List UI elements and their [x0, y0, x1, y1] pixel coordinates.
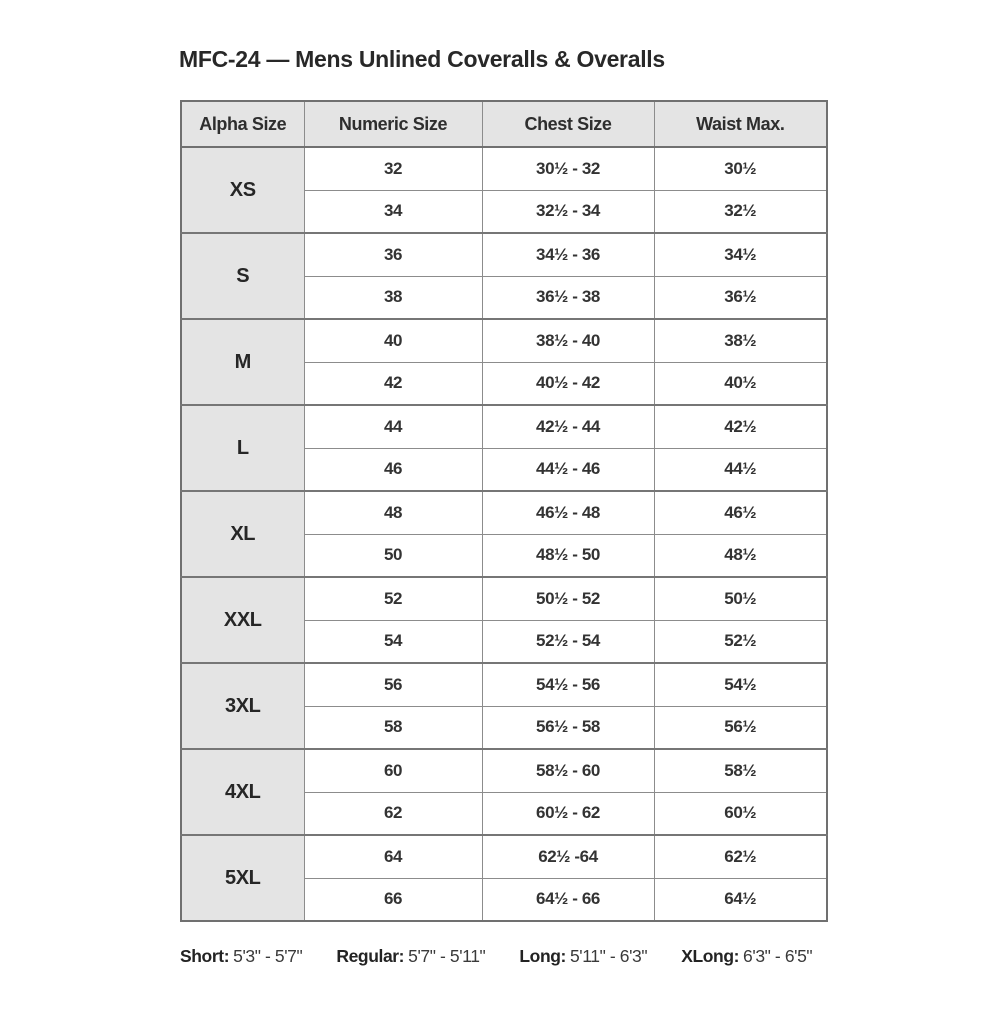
header-numeric-size: Numeric Size: [304, 101, 482, 147]
chest-size-cell: 52½ - 54: [482, 620, 654, 663]
height-legend-item: [519, 946, 647, 967]
chest-size-cell: 60½ - 62: [482, 792, 654, 835]
chest-size-cell: 50½ - 52: [482, 577, 654, 620]
waist-max-cell: 30½: [654, 147, 827, 190]
numeric-size-cell: 44: [304, 405, 482, 448]
alpha-size-cell: XXL: [181, 577, 304, 663]
waist-max-cell: 40½: [654, 362, 827, 405]
size-table-body: [181, 147, 827, 921]
waist-max-cell: 44½: [654, 448, 827, 491]
waist-max-cell: 56½: [654, 706, 827, 749]
numeric-size-cell: 48: [304, 491, 482, 534]
waist-max-cell: 34½: [654, 233, 827, 276]
waist-max-cell: 58½: [654, 749, 827, 792]
height-legend-label: Short:: [180, 946, 230, 966]
waist-max-cell: 36½: [654, 276, 827, 319]
table-row: [181, 491, 827, 534]
alpha-size-cell: XS: [181, 147, 304, 233]
alpha-size-cell: 3XL: [181, 663, 304, 749]
height-legend: [180, 946, 812, 967]
table-row: [181, 147, 827, 190]
waist-max-cell: 60½: [654, 792, 827, 835]
numeric-size-cell: 32: [304, 147, 482, 190]
numeric-size-cell: 34: [304, 190, 482, 233]
chest-size-cell: 32½ - 34: [482, 190, 654, 233]
numeric-size-cell: 62: [304, 792, 482, 835]
alpha-size-cell: S: [181, 233, 304, 319]
waist-max-cell: 52½: [654, 620, 827, 663]
waist-max-cell: 54½: [654, 663, 827, 706]
numeric-size-cell: 56: [304, 663, 482, 706]
numeric-size-cell: 60: [304, 749, 482, 792]
chest-size-cell: 44½ - 46: [482, 448, 654, 491]
chest-size-cell: 64½ - 66: [482, 878, 654, 921]
table-row: [181, 233, 827, 276]
waist-max-cell: 32½: [654, 190, 827, 233]
height-legend-item: [180, 946, 302, 967]
chest-size-cell: 40½ - 42: [482, 362, 654, 405]
chest-size-cell: 48½ - 50: [482, 534, 654, 577]
numeric-size-cell: 42: [304, 362, 482, 405]
waist-max-cell: 64½: [654, 878, 827, 921]
table-row: [181, 835, 827, 878]
chest-size-cell: 54½ - 56: [482, 663, 654, 706]
numeric-size-cell: 50: [304, 534, 482, 577]
height-legend-value: 6'3" - 6'5": [743, 946, 813, 966]
numeric-size-cell: 64: [304, 835, 482, 878]
size-table-header: [181, 101, 827, 147]
alpha-size-cell: 4XL: [181, 749, 304, 835]
height-legend-label: XLong:: [681, 946, 740, 966]
waist-max-cell: 46½: [654, 491, 827, 534]
header-row: [181, 101, 827, 147]
size-table: [180, 100, 828, 922]
alpha-size-cell: L: [181, 405, 304, 491]
chest-size-cell: 56½ - 58: [482, 706, 654, 749]
height-legend-label: Regular:: [336, 946, 405, 966]
alpha-size-cell: M: [181, 319, 304, 405]
chest-size-cell: 62½ -64: [482, 835, 654, 878]
chest-size-cell: 36½ - 38: [482, 276, 654, 319]
numeric-size-cell: 36: [304, 233, 482, 276]
numeric-size-cell: 58: [304, 706, 482, 749]
waist-max-cell: 42½: [654, 405, 827, 448]
page-title: MFC-24 — Mens Unlined Coveralls & Overalls: [179, 46, 665, 72]
alpha-size-cell: 5XL: [181, 835, 304, 921]
chest-size-cell: 34½ - 36: [482, 233, 654, 276]
chest-size-cell: 46½ - 48: [482, 491, 654, 534]
header-waist-max: Waist Max.: [654, 101, 827, 147]
waist-max-cell: 50½: [654, 577, 827, 620]
alpha-size-cell: XL: [181, 491, 304, 577]
numeric-size-cell: 54: [304, 620, 482, 663]
waist-max-cell: 62½: [654, 835, 827, 878]
chest-size-cell: 58½ - 60: [482, 749, 654, 792]
numeric-size-cell: 46: [304, 448, 482, 491]
waist-max-cell: 38½: [654, 319, 827, 362]
numeric-size-cell: 52: [304, 577, 482, 620]
numeric-size-cell: 40: [304, 319, 482, 362]
chest-size-cell: 30½ - 32: [482, 147, 654, 190]
numeric-size-cell: 38: [304, 276, 482, 319]
chest-size-cell: 42½ - 44: [482, 405, 654, 448]
height-legend-item: [681, 946, 812, 967]
height-legend-value: 5'7" - 5'11": [408, 946, 486, 966]
table-row: [181, 319, 827, 362]
chest-size-cell: 38½ - 40: [482, 319, 654, 362]
height-legend-value: 5'3" - 5'7": [233, 946, 303, 966]
numeric-size-cell: 66: [304, 878, 482, 921]
table-row: [181, 405, 827, 448]
height-legend-label: Long:: [519, 946, 566, 966]
waist-max-cell: 48½: [654, 534, 827, 577]
height-legend-item: [336, 946, 485, 967]
table-row: [181, 663, 827, 706]
height-legend-value: 5'11" - 6'3": [569, 946, 648, 966]
table-row: [181, 577, 827, 620]
header-alpha-size: Alpha Size: [181, 101, 304, 147]
table-row: [181, 749, 827, 792]
header-chest-size: Chest Size: [482, 101, 654, 147]
